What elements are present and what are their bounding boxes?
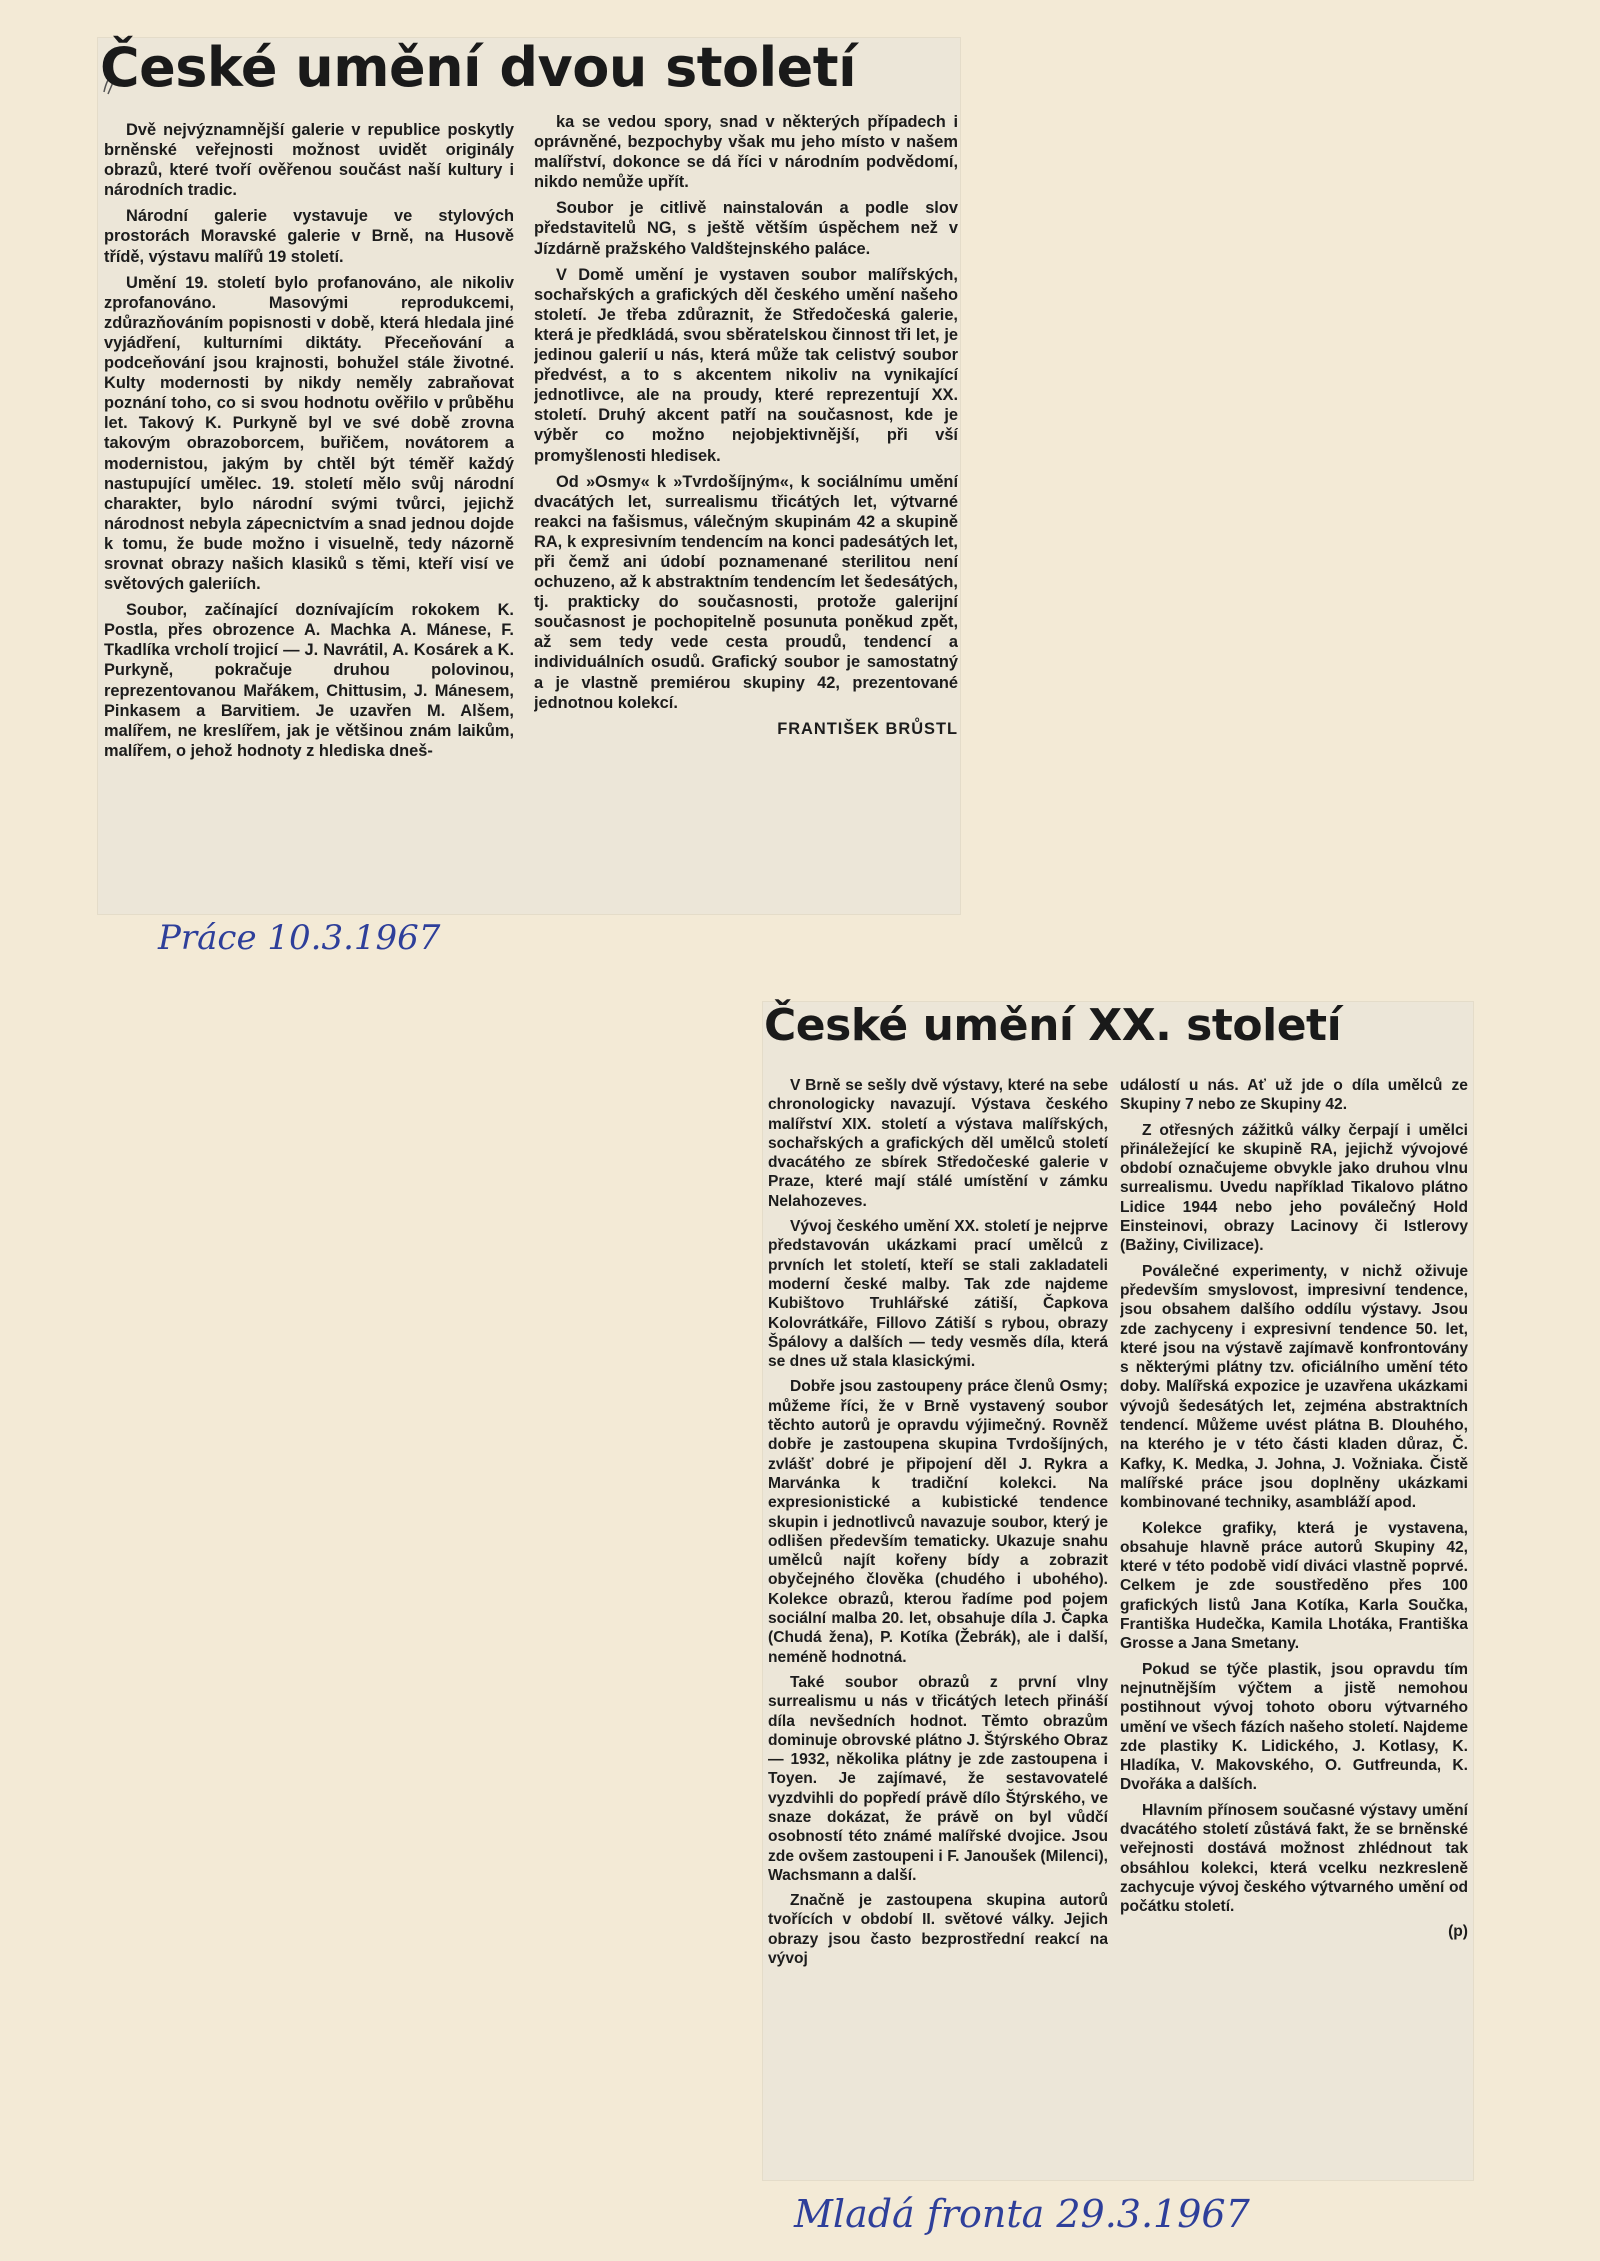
paragraph: Kolekce grafiky, která je vystavena, obsahuje hlavně práce autorů Skupiny 42, které v této podobě vidí diváci vlastně poprvé. Celkem je zde soustředěno přes 100 grafických listů Jana Kotíka, Karla Součka, Františka Hudečka, Kamila Lhotáka, Františka Grosse a Jana Smetany. xyxy=(1120,1519,1468,1653)
paragraph: Pokud se týče plastik, jsou opravdu tím nejnutnějším výčtem a jistě nemohou postihnout vývoj tohoto oboru výtvarného umění ve všech fázích našeho století. Najdeme zde plastiky K. Lidického, J. Kotlasy, K. Hladíka, V. Makovského, O. Gutfreunda, K. Dvořáka a dalších. xyxy=(1120,1660,1468,1794)
paragraph: Soubor je citlivě nainstalován a podle slov představitelů NG, s ještě větším úspěchem než v Jízdárně pražského Valdštejnského paláce. xyxy=(534,199,958,258)
paragraph: ka se vedou spory, snad v některých případech i oprávněné, bezpochyby však mu jeho místo v našem malířství, dokonce se dá říci v národním podvědomí, nikdo nemůže upřít. xyxy=(534,113,958,192)
article1-column-2 xyxy=(534,112,958,912)
article1-column-1 xyxy=(104,120,514,910)
paragraph: Soubor, začínající doznívajícím rokokem K. Postla, přes obrozence A. Machka A. Mánese, F. Tkadlíka vrcholí trojicí — J. Navrátil, A. Kosárek a K. Purkyně, pokračuje druhou polovinou, reprezentovanou Mařákem, Chittusim, J. Mánesem, Pinkasem a Barvitiem. Je uzavřen M. Alšem, malířem, ne kreslířem, jak je většinou znám laikům, malířem, o jehož hodnoty z hlediska dneš- xyxy=(104,601,514,760)
paragraph: Dobře jsou zastoupeny práce členů Osmy; můžeme říci, že v Brně vystavený soubor těchto autorů je opravdu výjimečný. Rovněž dobře je zastoupena skupina Tvrdošíjných, zvlášť dobré je připojení děl J. Rykra a Marvánka k tradiční kolekci. Na expresionistické a kubistické tendence skupin i jednotlivců navazuje soubor, který je odlišen především tematicky. Ukazuje snahu umělců najít kořeny bídy a zobrazit obyčejného člověka (chudého i ubohého). Kolekce obrazů, kterou řadíme pod pojem sociální malba 20. let, obsahuje díla J. Čapka (Chudá žena), P. Kotíka (Žebrák), ale i další, neméně hodnotná. xyxy=(768,1378,1108,1666)
article2-title: České umění XX. století xyxy=(764,1000,1342,1051)
article2-signature: (p) xyxy=(1448,1923,1468,1941)
paragraph: V Brně se sešly dvě výstavy, které na sebe chronologicky navazují. Výstava českého malířství XIX. století a výstava malířských, sochařských a grafických děl umělců století dvacátého ze sbírek Středočeské galerie v Praze, které mají stálé umístění v zámku Nelahozeves. xyxy=(768,1077,1108,1210)
paragraph: Hlavním přínosem současné výstavy umění dvacátého století zůstává fakt, že se brněnské veřejnosti dostává možnost zhlédnout tak obsáhlou kolekci, která vcelku nezkresleně zachycuje vývoj českého výtvarného umění od počátku století. xyxy=(1120,1801,1468,1916)
paragraph: V Domě umění je vystaven soubor malířských, sochařských a grafických děl českého umění našeho století. Je třeba zdůraznit, že Středočeská galerie, která je předkládá, svou sběratelskou činnost tři let, je jedinou galerií u nás, která může tak celistvý soubor předvést, a to s akcentem nikoliv na vynikající jednotlivce, ale na proudy, které reprezentují XX. století. Druhý akcent patří na současnost, kde je výběr co možno nejobjektivnější, při vší promyšlenosti hledisek. xyxy=(534,265,958,465)
article1-title: České umění dvou století xyxy=(100,36,857,99)
article2-column-1 xyxy=(768,1076,1108,2176)
paragraph: událostí u nás. Ať už jde o díla umělců ze Skupiny 7 nebo ze Skupiny 42. xyxy=(1120,1077,1468,1114)
paragraph: Značně je zastoupena skupina autorů tvořících v období II. světové války. Jejich obrazy jsou často bezprostřední reakcí na vývoj xyxy=(768,1892,1108,1968)
paragraph: Národní galerie vystavuje ve stylových prostorách Moravské galerie v Brně, na Husově třídě, výstavu malířů 19 století. xyxy=(104,207,514,266)
handwritten-source-mlada-fronta: Mladá fronta 29.3.1967 xyxy=(794,2192,1250,2236)
paragraph: Od »Osmy« k »Tvrdošíjným«, k sociálnímu umění dvacátých let, surrealismu třicátých let, výtvarné reakci na fašismus, válečným skupinám 42 a skupině RA, k expresivním tendencím na konci padesátých let, při čemž ani údobí poznamenané sterilitou není ochuzeno, až k abstraktním tendencím let šedesátých, tj. prakticky do současnosti, protože galerijní současnost je pochopitelně posunuta poněkud zpět, až sem tedy vede cesta proudů, tendencí a individuálních osudů. Grafický soubor je samostatný a je vlastně premiérou skupiny 42, prezentované jednotnou kolekcí. xyxy=(534,472,958,712)
paragraph: Poválečné experimenty, v nichž oživuje především smyslovost, impresivní tendence, jsou obsahem dalšího oddílu výstavy. Jsou zde zachyceny i expresivní tendence 50. let, které jsou na výstavě zajímavě konfrontovány s některými plátny tzv. oficiálního umění této doby. Malířská expozice je uzavřena ukázkami vývojů šedesátých let, zejména abstraktních tendencí. Můžeme uvést plátna B. Dlouhého, na kterého je v této části kladen důraz, Č. Kafky, K. Medka, J. Johna, J. Vožniaka. Čistě malířské práce jsou doplněny ukázkami kombinované techniky, asambláží apod. xyxy=(1120,1262,1468,1512)
paragraph: Umění 19. století bylo profanováno, ale nikoliv zprofanováno. Masovými reprodukcemi, zdůrazňováním popisnosti v době, která hledala jiné vyjádření, kulturními diktáty. Přeceňování a podceňování jsou krajnosti, bohužel stále životné. Kulty modernosti by nikdy neměly zabraňovat poznání toho, co si svou hodnotu ověřilo v průběhu let. Takový K. Purkyně byl ve své době zrovna takovým obrazoborcem, buřičem, novátorem a modernistou, jakým by chtěl být téměř každý nastupující umělec. 19. století mělo svůj národní charakter, bylo národní svými tvůrci, jejichž národnost nebyla zápecnictvím a snad jednou dojde k tomu, že bude možno i visuelně, tedy názorně srovnat obrazy našich klasiků s těmi, kteří visí ve světových galeriích. xyxy=(104,273,514,594)
article1-author: FRANTIŠEK BRŮSTL xyxy=(777,719,958,738)
article2-column-2 xyxy=(1120,1076,1468,2176)
paragraph: Vývoj českého umění XX. století je nejprve představován ukázkami prací umělců z prvních let století, kteří se stali zakladateli moderní české malby. Tak zde najdeme Kubištovo Truhlářské zátiší, Čapkova Kolovrátkáře, Fillovo Zátiší s rybou, obrazy Špálovy a dalších — tedy vesměs díla, která se dnes už stala klasickými. xyxy=(768,1218,1108,1371)
handwritten-source-prace: Práce 10.3.1967 xyxy=(158,918,441,958)
paragraph: Také soubor obrazů z první vlny surrealismu u nás v třicátých letech přináší díla nevšedních hodnot. Těmto obrazům dominuje obrovské plátno J. Štýrského Obraz — 1932, několika plátny je zde zastoupena i Toyen. Je zajímavé, že sestavovatelé vyzdvihli do popředí právě dílo Štýrského, ve snaze dokázat, že právě on byl vůdčí osobností této známé malířské dvojice. Jsou zde ovšem zastoupeni i F. Janoušek (Milenci), Wachsmann a další. xyxy=(768,1673,1108,1884)
paragraph: Dvě nejvýznamnější galerie v republice poskytly brněnské veřejnosti možnost uvidět originály obrazů, které tvoří ověřenou součást naší kultury i národních tradic. xyxy=(104,121,514,200)
paragraph: Z otřesných zážitků války čerpají i umělci přináležející ke skupině RA, jejichž vývojové období označujeme obvykle jako druhou vlnu surrealismu. Uvedu například Tikalovo plátno Lidice 1944 nebo jeho poválečný Hold Einsteinovi, obrazy Lacinovy či Istlerovy (Bažiny, Civilizace). xyxy=(1120,1121,1468,1255)
